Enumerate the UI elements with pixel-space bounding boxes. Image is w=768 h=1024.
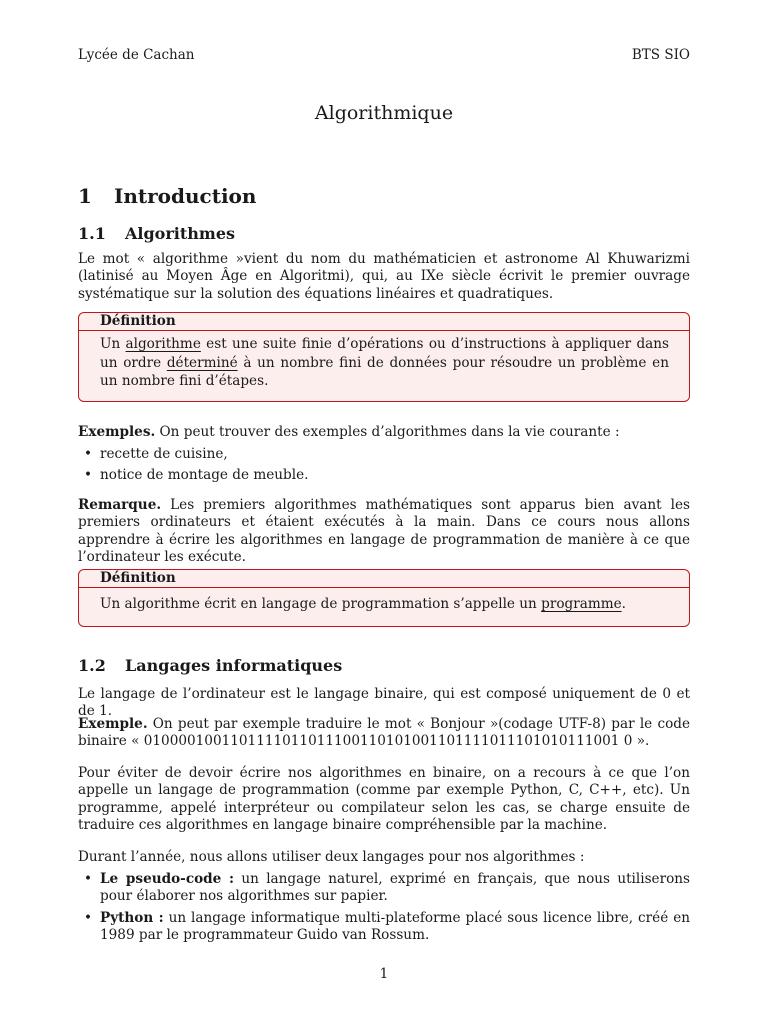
languages-list xyxy=(78,871,690,945)
bullet-icon: • xyxy=(84,871,93,887)
list-item-text: recette de cuisine, xyxy=(100,446,228,462)
definition-term: déterminé xyxy=(166,354,238,371)
programming-language-paragraph: Pour éviter de devoir écrire nos algorithmes en binaire, on a recours à ce que l’on appelle un langage de programmation (comme par exemple Python, C, C++, etc). Un programme, appelé interpréteur ou compilateur selon les cas, se charge ensuite de traduire ces algorithmes en langage binaire compréhensible par la machine. xyxy=(78,765,690,834)
subsection-title: Algorithmes xyxy=(125,224,235,243)
definition-text: Un algorithme écrit en langage de programmation s’appelle un xyxy=(100,596,542,612)
section-number: 1 xyxy=(78,184,92,208)
definition-body xyxy=(100,335,669,391)
definition-box-programme xyxy=(78,569,690,627)
definition-text: Un xyxy=(100,336,126,352)
document-title: Algorithmique xyxy=(314,102,454,124)
list-item xyxy=(78,446,690,463)
subsection-number: 1.1 xyxy=(78,224,106,243)
section-title: Introduction xyxy=(114,184,257,208)
example-label: Exemple. xyxy=(78,716,148,732)
list-item-text: un langage naturel, exprimé en français, que nous utiliserons pour élaborer nos algorithmes sur papier. xyxy=(100,871,691,905)
list-item xyxy=(78,871,690,906)
remark-text: Les premiers algorithmes mathématiques sont apparus bien avant les premiers ordinateurs et étaient exécutés à la main. Dans ce cours nous allons apprendre à écrire les algorithmes en langage de programmation de manière à ce que l’ordinateur les exécute. xyxy=(78,497,690,566)
example-paragraph xyxy=(78,716,690,751)
examples-paragraph xyxy=(78,424,690,441)
list-item-label: Le pseudo-code : xyxy=(100,871,235,887)
subsection-title: Langages informatiques xyxy=(125,656,343,675)
examples-label: Exemples. xyxy=(78,424,156,440)
remark-label: Remarque. xyxy=(78,497,162,513)
examples-text: On peut trouver des exemples d’algorithmes dans la vie courante : xyxy=(155,424,620,440)
intro-paragraph: Le mot « algorithme »vient du nom du mathématicien et astronome Al Khuwarizmi (latinisé au Moyen Âge en Algoritmi), qui, au IXe siècle écrivit le premier ouvrage systématique sur la solution des équations linéaires et quadratiques. xyxy=(78,251,690,302)
subsection-number: 1.2 xyxy=(78,656,106,675)
definition-text: est une suite finie d’opérations ou d’instructions à appliquer dans un ordre xyxy=(100,336,669,371)
definition-divider xyxy=(79,587,689,588)
remark-paragraph xyxy=(78,497,690,567)
definition-title: Définition xyxy=(100,313,176,329)
definition-title: Définition xyxy=(100,570,176,586)
list-item xyxy=(78,910,690,945)
page-number: 1 xyxy=(379,966,389,982)
definition-term: algorithme xyxy=(125,336,201,352)
examples-list xyxy=(78,446,690,485)
header-school: Lycée de Cachan xyxy=(78,47,195,63)
list-item-label: Python : xyxy=(100,909,164,926)
definition-box-algorithme xyxy=(78,312,690,402)
binary-paragraph: Le langage de l’ordinateur est le langage binaire, qui est composé uniquement de 0 et de 1. xyxy=(78,686,690,720)
definition-text: à un nombre fini de données pour résoudre un problème en un nombre fini d’étapes. xyxy=(100,354,669,389)
list-item xyxy=(78,467,690,484)
definition-text: . xyxy=(621,596,626,612)
bullet-icon: • xyxy=(84,467,93,484)
subsection-heading-langages xyxy=(78,656,342,675)
header-course: BTS SIO xyxy=(631,47,690,63)
list-item-text: un langage informatique multi-plateforme placé sous licence libre, créé en 1989 par le programmateur Guido van Rossum. xyxy=(100,909,691,944)
bullet-icon: • xyxy=(84,909,93,926)
section-heading-introduction xyxy=(78,184,256,208)
list-item-text: notice de montage de meuble. xyxy=(100,467,309,484)
example-text: On peut par exemple traduire le mot « Bonjour »(codage UTF-8) par le code binaire « 0100001001101111011011100110101001101111011101010111001 0 ». xyxy=(78,716,690,750)
definition-divider xyxy=(79,330,689,331)
subsection-heading-algorithmes xyxy=(78,224,235,243)
definition-term: programme xyxy=(541,596,622,612)
definition-body xyxy=(100,595,669,614)
document-page xyxy=(78,0,690,1024)
bullet-icon: • xyxy=(84,446,93,462)
languages-intro-paragraph: Durant l’année, nous allons utiliser deux langages pour nos algorithmes : xyxy=(78,849,585,865)
